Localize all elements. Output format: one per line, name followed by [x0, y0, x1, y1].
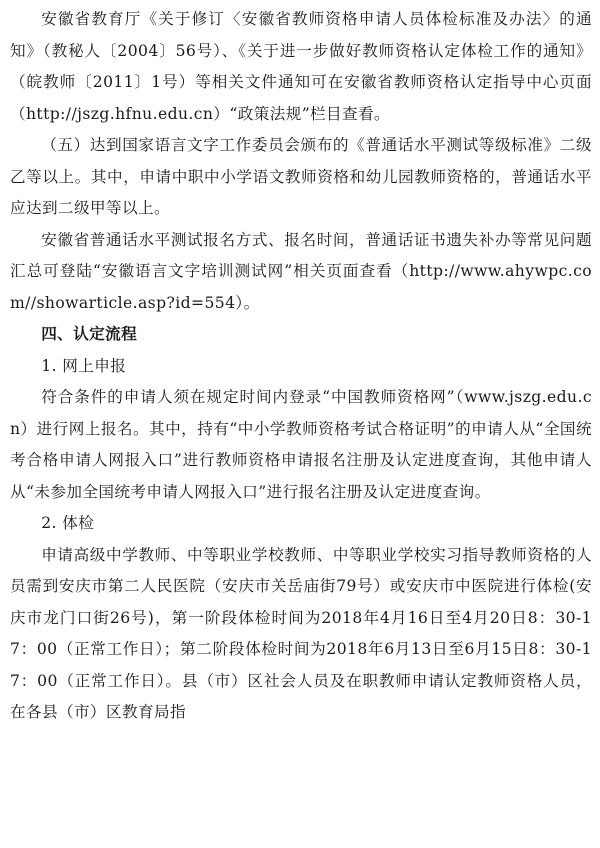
paragraph-mandarin-level: （五）达到国家语言文字工作委员会颁布的《普通话水平测试等级标准》二级乙等以上。其中，申请中职中小学语文教师资格和幼儿园教师资格的，普通话水平应达到二级甲等以上。 — [10, 136, 592, 217]
paragraph-online-application: 符合条件的申请人须在规定时间内登录“中国教师资格网”（www.jszg.edu.cn）进行网上报名。其中，持有“中小学教师资格考试合格证明”的申请人从“全国统考合格申请人网报入口”进行教师资格申请报名注册及认定进度查询，其他申请人从“未参加全国统考申请人网报入口”进行报名注册及认定进度查询。 — [10, 388, 592, 501]
paragraph-health-check-docs: 安徽省教育厅《关于修订〈安徽省教师资格申请人员体检标准及办法〉的通知》（教秘人〔2004〕56号）、《关于进一步做好教师资格认定体检工作的通知》（皖教师〔2011〕1号）等相关文件通知可在安徽省教师资格认定指导中心页面（http://jszg.hfnu.edu.cn）“政策法规”栏目查看。 — [10, 10, 592, 123]
paragraph-medical-exam: 申请高级中学教师、中等职业学校教师、中等职业学校实习指导教师资格的人员需到安庆市第二人民医院（安庆市关岳庙街79号）或安庆市中医院进行体检(安庆市龙门口街26号)，第一阶段体检时间为2018年4月16日至4月20日8：30-17：00（正常工作日）；第二阶段体检时间为2018年6月13日至6月15日8：30-17：00（正常工作日）。县（市）区社会人员及在职教师申请认定教师资格人员，在各县（市）区教育局指 — [10, 545, 592, 721]
section-heading-process: 四、认定流程 — [41, 325, 138, 343]
subheading-medical-exam: 2. 体检 — [41, 514, 95, 532]
paragraph-mandarin-registration: 安徽省普通话水平测试报名方式、报名时间，普通话证书遗失补办等常见问题汇总可登陆“安徽语言文字培训测试网”相关页面查看（http://www.ahywpc.com//showarticle.asp?id=554）。 — [10, 230, 592, 312]
subheading-online-application: 1. 网上申报 — [41, 356, 127, 375]
